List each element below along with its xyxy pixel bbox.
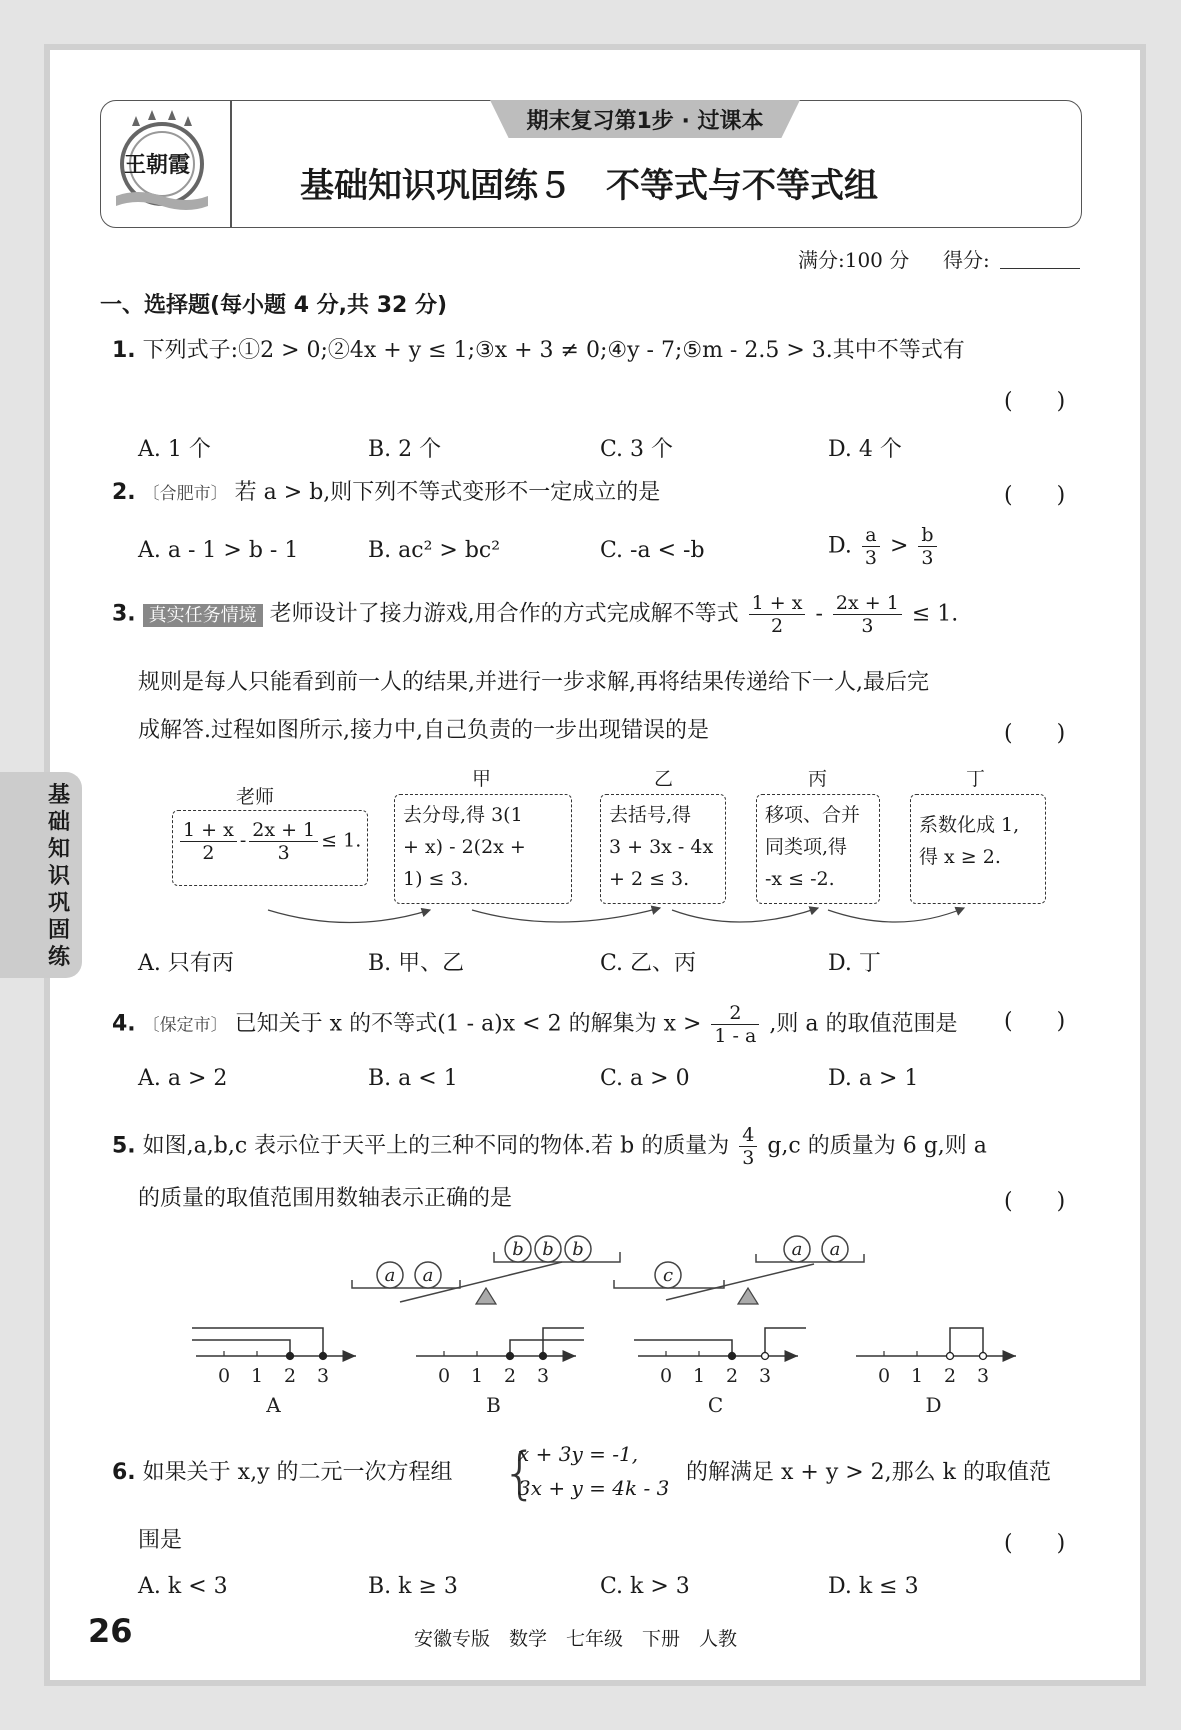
q4-fn: 2 [711, 1002, 759, 1025]
axis-3-range-0 [950, 1328, 983, 1356]
balance1-b3: b [572, 1239, 584, 1260]
q3-minus: - [815, 601, 823, 627]
teacher-tail: ≤ 1. [321, 829, 362, 852]
q5-fd: 3 [742, 1147, 755, 1169]
q3-option-c: C. 乙、丙 [600, 951, 697, 976]
axis-1-dot-1 [540, 1353, 547, 1360]
q5-number: 5. [112, 1133, 136, 1159]
q3-number: 3. [112, 601, 136, 627]
balance1-a1: a [384, 1265, 396, 1286]
axis-1-tick-label-0: 0 [437, 1365, 451, 1387]
q6-brace: { [502, 1441, 538, 1506]
page-number: 26 [88, 1612, 133, 1650]
balance2-a1: a [791, 1239, 803, 1260]
ding-line-2: 得 x ≥ 2. [919, 846, 1001, 868]
axis-0-range-0 [192, 1340, 290, 1356]
axis-3-dot-0 [947, 1353, 954, 1360]
axis-1-label: B [486, 1393, 501, 1417]
q2-answer-paren: ( ) [1004, 483, 1066, 508]
axis-1-tick-label-1: 1 [470, 1365, 484, 1387]
axis-3-tick-label-2: 2 [943, 1365, 957, 1387]
q5-text-a: 如图,a,b,c 表示位于天平上的三种不同的物体.若 b 的质量为 [142, 1133, 730, 1159]
axis-3-dot-1 [980, 1353, 987, 1360]
q6-option-b: B. k ≥ 3 [368, 1574, 458, 1599]
q5-fn: 4 [739, 1124, 757, 1147]
q1-text: 下列式子:①2 > 0;②4x + y ≤ 1;③x + 3 ≠ 0;④y - 7;⑤m - 2.5 > 3.其中不等式有 [142, 338, 965, 363]
q6-text-a: 如果关于 x,y 的二元一次方程组 [142, 1460, 453, 1485]
q4-option-c: C. a > 0 [600, 1066, 690, 1091]
q2-option-d-prefix: D. [828, 533, 852, 559]
q2-d-den1: 3 [864, 547, 877, 569]
axis-2-label: C [707, 1393, 724, 1417]
bing-line-1: 移项、合并 [765, 804, 861, 826]
jia-line-3: 1) ≤ 3. [403, 868, 469, 890]
teacher-f2n: 2x + 1 [249, 819, 318, 842]
q2-d-gt: > [889, 533, 909, 559]
q3-option-b: B. 甲、乙 [368, 951, 465, 976]
q2-d-num2: b [918, 524, 936, 547]
balance1-a2: a [422, 1265, 434, 1286]
axis-2-tick-label-0: 0 [659, 1365, 673, 1387]
role-jia: 甲 [472, 768, 492, 790]
axis-1-tick-label-2: 2 [503, 1365, 517, 1387]
yi-line-1: 去括号,得 [609, 804, 692, 826]
yi-line-2: 3 + 3x - 4x [609, 836, 714, 858]
q3-f2d: 3 [861, 615, 874, 637]
bing-line-2: 同类项,得 [765, 836, 848, 858]
axis-3-tick-label-0: 0 [877, 1365, 891, 1387]
teacher-f2d: 3 [277, 842, 290, 864]
q4-option-b: B. a < 1 [368, 1066, 458, 1091]
q3-f1n: 1 + x [749, 592, 806, 615]
q5-line2: 的质量的取值范围用数轴表示正确的是 [138, 1186, 513, 1211]
q4-text-b: ,则 a 的取值范围是 [769, 1011, 958, 1037]
q1-answer-paren: ( ) [1004, 389, 1066, 414]
q2-option-b: B. ac² > bc² [368, 538, 501, 563]
q6-option-c: C. k > 3 [600, 1574, 690, 1599]
axis-0-tick-label-2: 2 [283, 1365, 297, 1387]
q4-option-a: A. a > 2 [138, 1066, 228, 1091]
q3-tag: 真实任务情境 [143, 604, 263, 627]
q6-option-d: D. k ≤ 3 [828, 1574, 919, 1599]
balance2-c: c [662, 1265, 674, 1286]
header-banner-text: 期末复习第1步 · 过课本 [526, 109, 764, 134]
axis-1-tick-label-3: 3 [536, 1365, 550, 1387]
axis-2-dot-0 [729, 1353, 736, 1360]
role-yi: 乙 [654, 768, 674, 790]
axis-3-tick-label-3: 3 [976, 1365, 990, 1387]
score-got: 得分: [943, 248, 990, 272]
section-heading: 一、选择题(每小题 4 分,共 32 分) [100, 293, 448, 318]
axis-0-tick-label-0: 0 [217, 1365, 231, 1387]
q3-option-a: A. 只有丙 [138, 951, 234, 976]
q2-option-c: C. -a < -b [600, 538, 705, 563]
axis-1-dot-0 [507, 1353, 514, 1360]
jia-line-2: + x) - 2(2x + [403, 836, 526, 858]
q4-tag: 〔保定市〕 [142, 1015, 228, 1036]
axis-3-tick-label-1: 1 [910, 1365, 924, 1387]
q3-option-d: D. 丁 [828, 951, 881, 976]
q6-eq2: 3x + y = 4k - 3 [518, 1476, 670, 1500]
q1-option-d: D. 4 个 [828, 437, 902, 462]
q3-f1d: 2 [771, 615, 784, 637]
axis-2-range-0 [634, 1340, 732, 1356]
q6-answer-paren: ( ) [1004, 1531, 1066, 1556]
axis-0-dot-1 [320, 1353, 327, 1360]
q4-answer-paren: ( ) [1004, 1009, 1066, 1034]
role-ding: 丁 [966, 768, 986, 790]
q6-text-b: 的解满足 x + y > 2,那么 k 的取值范 [686, 1460, 1051, 1485]
q5-answer-paren: ( ) [1004, 1189, 1066, 1214]
q2-d-num1: a [862, 524, 880, 547]
jia-line-1: 去分母,得 3(1 [403, 804, 523, 826]
axis-0-dot-0 [287, 1353, 294, 1360]
q1-number: 1. [112, 338, 136, 363]
axis-1-range-1 [543, 1328, 584, 1356]
q1-option-c: C. 3 个 [600, 437, 674, 462]
axis-0-tick-label-3: 3 [316, 1365, 330, 1387]
q2-d-den2: 3 [921, 547, 934, 569]
q3-line3: 成解答.过程如图所示,接力中,自己负责的一步出现错误的是 [138, 718, 709, 743]
q6-line2: 围是 [138, 1528, 183, 1553]
axis-3-label: D [925, 1393, 942, 1417]
q2-tag: 〔合肥市〕 [142, 484, 228, 504]
axis-2-tick-label-2: 2 [725, 1365, 739, 1387]
axis-0-label: A [266, 1393, 281, 1417]
teacher-f1d: 2 [202, 842, 215, 864]
q6-number: 6. [112, 1460, 136, 1485]
axis-2-range-1 [765, 1328, 806, 1356]
q6-eq1: x + 3y = -1, [518, 1442, 639, 1466]
ding-line-1: 系数化成 1, [919, 814, 1020, 836]
q3-tail: ≤ 1. [911, 601, 959, 627]
q4-fd: 1 - a [714, 1025, 757, 1047]
role-teacher: 老师 [236, 786, 275, 808]
side-tab-text: 基础知识巩固练 [47, 783, 70, 970]
q4-number: 4. [112, 1011, 136, 1037]
axis-2-dot-1 [762, 1353, 769, 1360]
yi-line-3: + 2 ≤ 3. [609, 868, 690, 890]
bing-line-3: -x ≤ -2. [765, 868, 835, 890]
axis-2-tick-label-1: 1 [692, 1365, 706, 1387]
q5-text-b: g,c 的质量为 6 g,则 a [767, 1133, 987, 1159]
page-title: 基础知识巩固练５ 不等式与不等式组 [300, 166, 878, 206]
balance1-b1: b [512, 1239, 524, 1260]
balance1-b2: b [542, 1239, 554, 1260]
q2-text: 若 a > b,则下列不等式变形不一定成立的是 [234, 480, 661, 505]
q3-f2n: 2x + 1 [833, 592, 902, 615]
q3-line2: 规则是每人只能看到前一人的结果,并进行一步求解,再将结果传递给下一人,最后完 [138, 670, 929, 695]
score-full: 满分:100 分 [798, 248, 910, 272]
q2-option-a: A. a - 1 > b - 1 [138, 538, 299, 563]
question-6 [112, 1458, 453, 1488]
role-bing: 丙 [808, 768, 828, 790]
q3-answer-paren: ( ) [1004, 721, 1066, 746]
balance2-a2: a [829, 1239, 841, 1260]
axis-2-tick-label-3: 3 [758, 1365, 772, 1387]
teacher-f1n: 1 + x [180, 819, 237, 842]
q6-option-a: A. k < 3 [138, 1574, 228, 1599]
q2-number: 2. [112, 480, 136, 505]
q3-text-a: 老师设计了接力游戏,用合作的方式完成解不等式 [269, 601, 739, 627]
q1-option-b: B. 2 个 [368, 437, 442, 462]
logo-text: 王朝霞 [124, 152, 191, 178]
q1-option-a: A. 1 个 [138, 437, 211, 462]
q4-text-a: 已知关于 x 的不等式(1 - a)x < 2 的解集为 x > [234, 1011, 702, 1037]
teacher-minus: - [239, 829, 247, 852]
axis-1-range-0 [510, 1340, 584, 1356]
footer-info: 安徽专版 数学 七年级 下册 人教 [414, 1628, 738, 1650]
q4-option-d: D. a > 1 [828, 1066, 919, 1091]
axis-0-tick-label-1: 1 [250, 1365, 264, 1387]
